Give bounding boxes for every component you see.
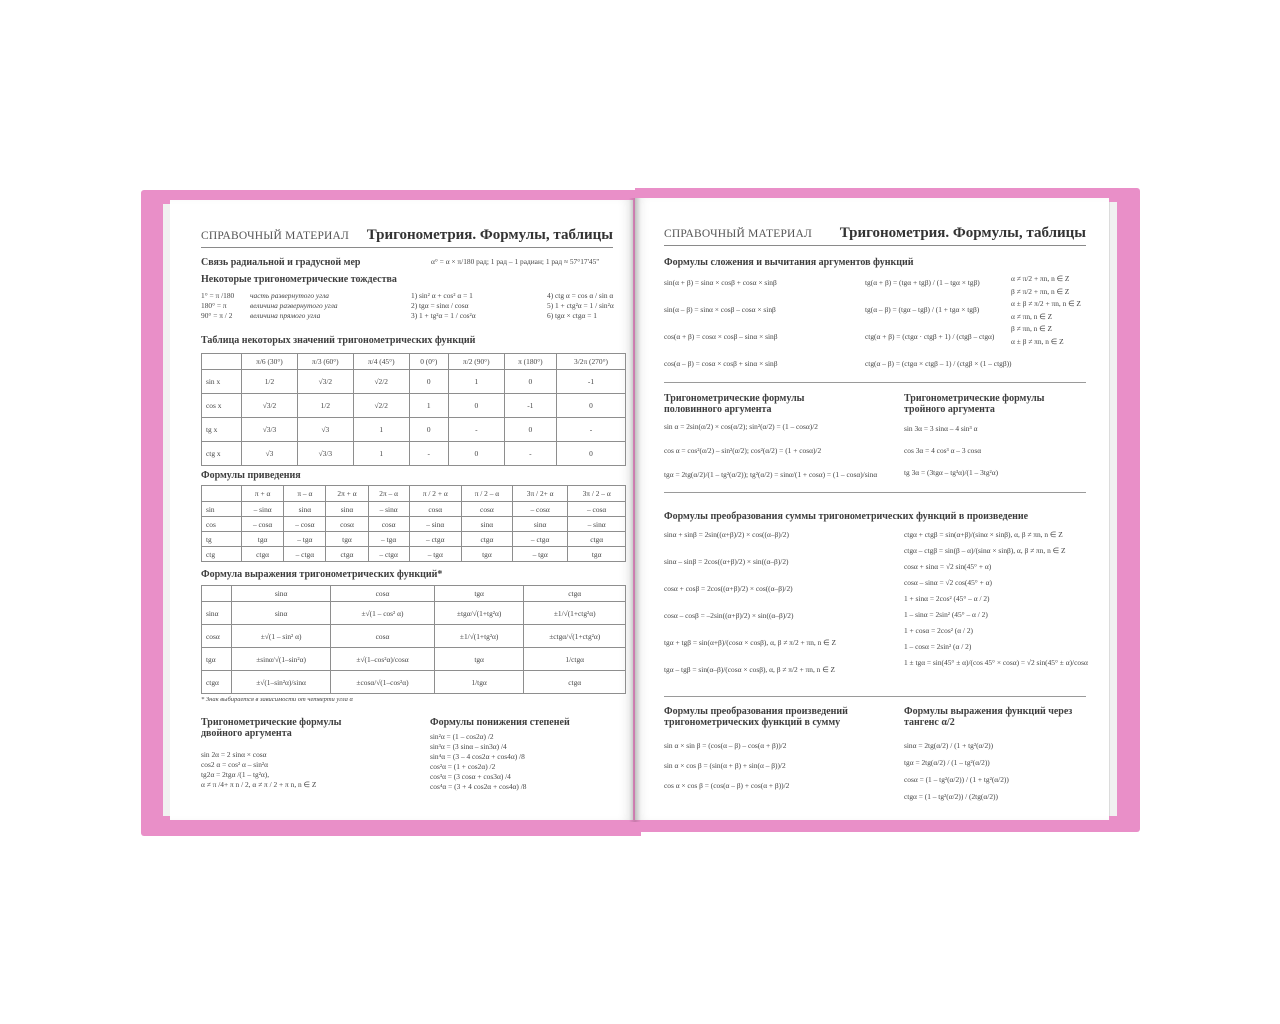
table-cell: π / 2 – α [461, 486, 512, 502]
table-cell: sin [202, 502, 242, 517]
formula-line: cos⁴α = (3 + 4 cos2α + cos4α) /8 [430, 782, 527, 791]
formula-line: β ≠ π/2 + πn, n ∈ Z [1011, 286, 1070, 296]
identity-text: часть развернутого угла [250, 291, 329, 300]
formula-line: sin(α – β) = sinα × cosβ – cosα × sinβ [664, 305, 776, 314]
formula-line: α ≠ π /4+ π n / 2, α ≠ π / 2 + π n, n ∈ Z [201, 780, 317, 789]
table-cell: 1 [353, 418, 409, 442]
table-cell: - [557, 418, 626, 442]
formula-line: ctgα = (1 – tg²(α/2)) / (2tg(α/2)) [904, 792, 998, 801]
table-cell: 0 [504, 370, 556, 394]
values-table-title: Таблица некоторых значений тригонометрических функций [201, 335, 476, 346]
formula-line: sinα + sinβ = 2sin((α+β)/2) × cos((α–β)/2) [664, 530, 789, 539]
table-cell: 0 [409, 370, 448, 394]
table-row [202, 370, 626, 394]
table-cell: ctgα [524, 586, 626, 602]
formula-line: cos α × cos β = (cos(α – β) + cos(α + β))/2 [664, 781, 790, 790]
table-cell: – ctgα [513, 532, 568, 547]
table-cell: π/3 (60°) [297, 354, 353, 370]
formula-line: 1 + cosα = 2cos² (α / 2) [904, 626, 973, 635]
formula-line: cos α = cos²(α/2) – sin²(α/2); cos²(α/2) = (1 + cosα)/2 [664, 446, 822, 455]
table-cell: 1/tgα [434, 671, 524, 694]
table-cell: cosα [202, 625, 232, 648]
half-title: Тригонометрические формулы половинного аргумента [664, 393, 805, 415]
table-cell: – tgα [409, 547, 461, 562]
formula-line: cos(α + β) = cosα × cosβ – sinα × sinβ [664, 332, 778, 341]
page-title: Тригонометрия. Формулы, таблицы [366, 227, 613, 243]
table-cell: – cosα [284, 517, 326, 532]
reduction-table-title: Формулы приведения [201, 470, 301, 481]
table-cell: 0 [557, 394, 626, 418]
table-cell: sinα [232, 602, 331, 625]
table-cell: √2/2 [353, 370, 409, 394]
table-cell: ±√(1 – cos² α) [331, 602, 435, 625]
table-cell: 1 [448, 370, 504, 394]
formula-line: α ± β ≠ π/2 + πn, n ∈ Z [1011, 299, 1081, 308]
table-cell: ctgα [326, 547, 368, 562]
double-title: Тригонометрические формулы двойного аргумента [201, 717, 342, 739]
power-title: Формулы понижения степеней [430, 717, 570, 728]
table-cell: ±1/√(1+ctg²α) [524, 602, 626, 625]
formula-line: tgα – tgβ = sin(α–β)/(cosα × cosβ), α, β ≠ π/2 + πn, n ∈ Z [664, 665, 836, 674]
table-cell: π/6 (30°) [242, 354, 298, 370]
table-cell: π/2 (90°) [448, 354, 504, 370]
table-cell: – sinα [409, 517, 461, 532]
table-row [202, 354, 626, 370]
table-cell: ±sinα/√(1–sin²α) [232, 648, 331, 671]
table-cell: ±√(1–sin²α)/sinα [232, 671, 331, 694]
formula-line: tg(α + β) = (tgα + tgβ) / (1 – tgα × tgβ) [865, 278, 980, 287]
table-cell: 2π + α [326, 486, 368, 502]
table-cell: π + α [242, 486, 284, 502]
table-cell: 1/2 [297, 394, 353, 418]
identity-text: величина прямого угла [250, 311, 321, 320]
formula-line: sin α × sin β = (cos(α – β) – cos(α + β))/2 [664, 741, 787, 750]
table-cell: -1 [557, 370, 626, 394]
page-header [201, 222, 613, 248]
table-row [202, 418, 626, 442]
table-cell: √2/2 [353, 394, 409, 418]
table-cell: tgα [242, 532, 284, 547]
table-cell: tg [202, 532, 242, 547]
table-cell: ±cosα/√(1–cos²α) [331, 671, 435, 694]
identity-text: 90° = π / 2 [201, 311, 233, 320]
identity-text: 1° = π /180 [201, 291, 235, 300]
formula-line: sin α × cos β = (sin(α + β) + sin(α – β))/2 [664, 761, 786, 770]
formula-line: tgα + tgβ = sin(α+β)/(cosα × cosβ), α, β ≠ π/2 + πn, n ∈ Z [664, 638, 836, 647]
formula-line: sinα = 2tg(α/2) / (1 + tg²(α/2)) [904, 741, 994, 750]
formula-line: cosα – sinα = √2 cos(45° + α) [904, 578, 992, 587]
table-row [202, 486, 626, 502]
table-row [202, 602, 626, 625]
sum-product-title: Формулы преобразования суммы тригонометрических функций в произведение [664, 511, 1029, 522]
right-page [635, 198, 1109, 820]
table-cell: ctgα [461, 532, 512, 547]
page-header [664, 220, 1086, 246]
table-cell: sinα [513, 517, 568, 532]
table-cell: sinα [202, 602, 232, 625]
divider [664, 382, 1086, 383]
formula-line: tg(α – β) = (tgα – tgβ) / (1 + tgα × tgβ) [865, 305, 980, 314]
table-cell: – cosα [568, 502, 626, 517]
table-cell: 0 (0°) [409, 354, 448, 370]
formula-line: sin³α = (3 sinα – sin3α) /4 [430, 742, 507, 751]
formula-line: β ≠ πn, n ∈ Z [1011, 324, 1052, 333]
table-row [202, 586, 626, 602]
section-label: СПРАВОЧНЫЙ МАТЕРИАЛ [201, 230, 350, 242]
table-cell: tgα [461, 547, 512, 562]
table-cell: √3/3 [297, 442, 353, 466]
expr-note: * Знак выбирается в зависимости от четверти угла α [201, 696, 353, 703]
table-cell: sinα [461, 517, 512, 532]
table-cell: - [409, 442, 448, 466]
identity-text: 4) ctg α = cos α / sin α [547, 291, 614, 300]
table-cell: ctg x [202, 442, 242, 466]
table-cell: sin x [202, 370, 242, 394]
formula-line: tg2α = 2tgα /(1 – tg²α), [201, 770, 270, 779]
table-cell: √3 [297, 418, 353, 442]
formula-line: sin α = 2sin(α/2) × cos(α/2); sin²(α/2) = (1 – cosα)/2 [664, 422, 818, 431]
table-row [202, 442, 626, 466]
formula-line: cos²α = (1 + cos2α) /2 [430, 762, 496, 771]
divider [664, 492, 1086, 493]
table-cell: - [448, 418, 504, 442]
table-cell: tgα [434, 586, 524, 602]
table-cell: – cosα [513, 502, 568, 517]
table-cell: 1/ctgα [524, 648, 626, 671]
table-cell: sinα [284, 502, 326, 517]
values-table [201, 353, 626, 466]
table-cell [202, 486, 242, 502]
triple-title: Тригонометрические формулы тройного аргумента [904, 393, 1045, 415]
formula-line: cosα – cosβ = –2sin((α+β)/2) × sin((α–β)/2) [664, 611, 794, 620]
table-cell: cosα [331, 625, 435, 648]
table-cell: 2π – α [368, 486, 409, 502]
table-row [202, 625, 626, 648]
section-label: СПРАВОЧНЫЙ МАТЕРИАЛ [664, 228, 813, 240]
formula-line: ctgα + ctgβ = sin(α+β)/(sinα × sinβ), α, β ≠ πn, n ∈ Z [904, 530, 1063, 539]
table-cell [202, 586, 232, 602]
table-cell: 0 [448, 394, 504, 418]
table-cell: sinα [232, 586, 331, 602]
expr-table [201, 585, 626, 694]
table-cell: – ctgα [284, 547, 326, 562]
table-cell: π / 2 + α [409, 486, 461, 502]
table-cell: 1 [353, 442, 409, 466]
table-cell: cosα [461, 502, 512, 517]
formula-line: sin⁴α = (3 – 4 cos2α + cos4α) /8 [430, 752, 525, 761]
expr-table-title: Формула выражения тригонометрических функций* [201, 569, 443, 580]
reduction-table [201, 485, 626, 562]
table-cell: ctgα [202, 671, 232, 694]
table-cell: cosα [368, 517, 409, 532]
formula-line: cosα = (1 – tg²(α/2)) / (1 + tg²(α/2)) [904, 775, 1009, 784]
table-cell: tgα [202, 648, 232, 671]
table-cell: ±√(1–cos²α)/cosα [331, 648, 435, 671]
page-edges-right [1109, 202, 1117, 816]
identity-text: 3) 1 + tg²α = 1 / cos²α [411, 311, 476, 320]
formula-line: sin 2α = 2 sinα × cosα [201, 750, 267, 759]
table-cell: 3π / 2 – α [568, 486, 626, 502]
table-cell: ctgα [524, 671, 626, 694]
notebook-spread [141, 188, 1140, 836]
table-cell: ±1/√(1+tg²α) [434, 625, 524, 648]
formula-line: α ≠ πn, n ∈ Z [1011, 311, 1053, 321]
table-cell: π (180°) [504, 354, 556, 370]
table-cell: tgα [326, 532, 368, 547]
table-cell: – tgα [284, 532, 326, 547]
table-cell: ±tgα/√(1+tg²α) [434, 602, 524, 625]
identity-text: 1) sin² α + cos² α = 1 [411, 291, 473, 300]
table-cell: √3 [242, 442, 298, 466]
formula-line: tgα = 2tg(α/2)/(1 – tg²(α/2)); tg²(α/2) = sinα/(1 + cosα) = (1 – cosα)/sinα [664, 470, 878, 479]
identity-text: величина развернутого угла [250, 301, 338, 310]
formula-line: sin 3α = 3 sinα – 4 sin³ α [904, 424, 978, 433]
table-cell: ctg [202, 547, 242, 562]
formula-line: 1 ± tgα = sin(45° ± α)/(cos 45° × cosα) = √2 sin(45° ± α)/cosα [904, 658, 1088, 667]
table-cell: cosα [331, 586, 435, 602]
table-row [202, 517, 626, 532]
table-row [202, 532, 626, 547]
formula-line: sinα – sinβ = 2cos((α+β)/2) × sin((α–β)/2) [664, 557, 789, 566]
table-row [202, 394, 626, 418]
table-cell: 1/2 [242, 370, 298, 394]
formula-line: ctgα – ctgβ = sin(β – α)/(sinα × sinβ), α, β ≠ πn, n ∈ Z [904, 546, 1066, 555]
table-cell: π/4 (45°) [353, 354, 409, 370]
table-cell: 0 [409, 418, 448, 442]
formula-line: cos(α – β) = cosα × cosβ + sinα × sinβ [664, 359, 778, 368]
addition-title: Формулы сложения и вычитания аргументов функций [664, 257, 914, 268]
table-cell: ctgα [242, 547, 284, 562]
table-cell: sinα [326, 502, 368, 517]
table-cell: √3/2 [297, 370, 353, 394]
table-row [202, 547, 626, 562]
table-cell: cosα [326, 517, 368, 532]
identity-text: 2) tgα = sinα / cosα [411, 301, 469, 310]
table-cell: -1 [504, 394, 556, 418]
table-cell: π – α [284, 486, 326, 502]
table-cell: - [504, 442, 556, 466]
table-cell: 3π / 2+ α [513, 486, 568, 502]
left-page [170, 200, 633, 820]
table-cell: √3/3 [242, 418, 298, 442]
product-sum-title: Формулы преобразования произведений тригонометрических функций в сумму [664, 706, 848, 728]
formula-line: cos 3α = 4 cos³ α – 3 cosα [904, 446, 982, 455]
formula-line: α ≠ π/2 + πn, n ∈ Z [1011, 274, 1070, 283]
table-row [202, 502, 626, 517]
table-cell: 0 [504, 418, 556, 442]
formula-line: 1 + sinα = 2cos² (45° – α / 2) [904, 594, 990, 603]
identity-text: 180° = π [201, 301, 227, 310]
formula-line: ctg(α – β) = (ctgα × ctgβ – 1) / (ctgβ × (1 – ctgβ)) [865, 359, 1012, 368]
formula-line: 1 – sinα = 2sin² (45° – α / 2) [904, 610, 988, 619]
formula-line: ctg(α + β) = (ctgα · ctgβ + 1) / (ctgβ – ctgα) [865, 332, 995, 341]
formula-line: sin²α = (1 – cos2α) /2 [430, 732, 494, 741]
formula-line: cos2 α = cos² α – sin²α [201, 760, 269, 769]
table-cell: 0 [557, 442, 626, 466]
table-cell: – sinα [242, 502, 284, 517]
identities-title: Некоторые тригонометрические тождества [201, 274, 397, 285]
table-cell: – tgα [513, 547, 568, 562]
identity-text: 6) tgα × ctgα = 1 [547, 311, 597, 320]
table-cell: √3/2 [242, 394, 298, 418]
page-title: Тригонометрия. Формулы, таблицы [839, 225, 1086, 241]
table-row [202, 648, 626, 671]
table-cell: ±√(1 – sin² α) [232, 625, 331, 648]
table-cell: cos x [202, 394, 242, 418]
formula-line: cosα + sinα = √2 sin(45° + α) [904, 562, 992, 571]
table-cell: – sinα [368, 502, 409, 517]
table-cell: – cosα [242, 517, 284, 532]
tangent-title: Формулы выражения функций через тангенс α/2 [904, 706, 1073, 728]
table-cell [202, 354, 242, 370]
table-cell: cosα [409, 502, 461, 517]
table-cell: tgα [568, 547, 626, 562]
table-cell: – sinα [568, 517, 626, 532]
spine-shadow [629, 198, 641, 822]
table-cell: – ctgα [368, 547, 409, 562]
identity-text: 5) 1 + ctg²α = 1 / sin²α [547, 301, 614, 310]
table-cell: 0 [448, 442, 504, 466]
radial-title: Связь радиальной и градусной мер [201, 257, 361, 268]
formula-line: α ± β ≠ πn, n ∈ Z [1011, 336, 1064, 346]
table-cell: ±ctgα/√(1+ctg²α) [524, 625, 626, 648]
formula-line: cos³α = (3 cosα + cos3α) /4 [430, 772, 511, 781]
formula-line: tg 3α = (3tgα – tg³α)/(1 – 3tg²α) [904, 468, 999, 477]
table-cell: cos [202, 517, 242, 532]
table-row [202, 671, 626, 694]
formula-line: tgα = 2tg(α/2) / (1 – tg²(α/2)) [904, 758, 990, 767]
formula-line: 1 – cosα = 2sin² (α / 2) [904, 642, 972, 651]
formula-line: sin(α + β) = sinα × cosβ + cosα × sinβ [664, 278, 777, 287]
table-cell: tgα [434, 648, 524, 671]
radial-formula: α° = α × π/180 рад; 1 рад – 1 радиан; 1 рад ≈ 57°17'45" [431, 257, 600, 266]
divider [664, 696, 1086, 697]
table-cell: tg x [202, 418, 242, 442]
table-cell: – ctgα [409, 532, 461, 547]
table-cell: ctgα [568, 532, 626, 547]
table-cell: 3/2π (270°) [557, 354, 626, 370]
table-cell: 1 [409, 394, 448, 418]
table-cell: – tgα [368, 532, 409, 547]
formula-line: cosα + cosβ = 2cos((α+β)/2) × cos((α–β)/2) [664, 584, 793, 593]
